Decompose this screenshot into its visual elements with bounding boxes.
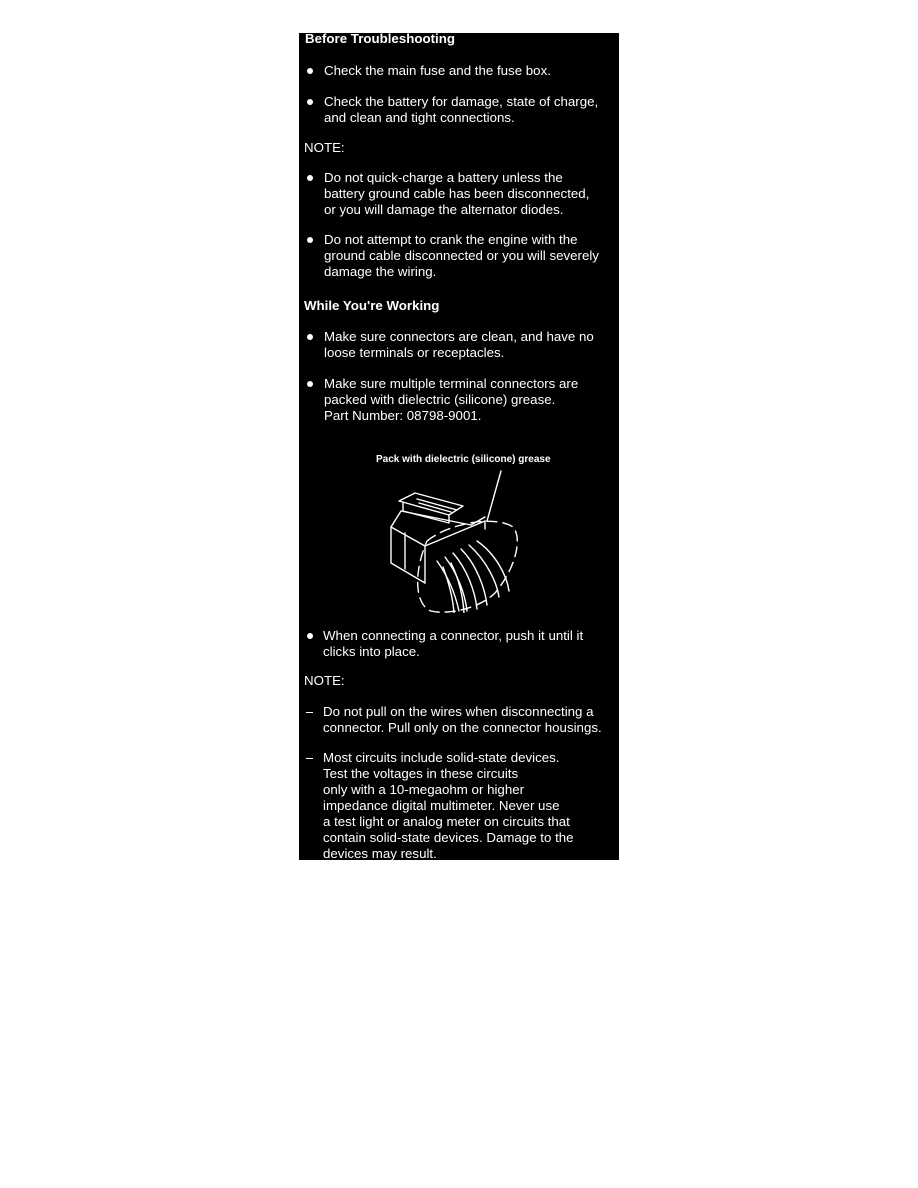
note-label-2: NOTE: (304, 673, 345, 688)
line: When connecting a connector, push it until it (323, 628, 584, 643)
before-item-2 (324, 94, 598, 126)
line: Do not pull on the wires when disconnecting a (323, 704, 594, 719)
note1-item-2 (324, 232, 599, 280)
line: packed with dielectric (silicone) grease. (324, 392, 556, 407)
after-item-1 (323, 628, 583, 660)
while-working-heading: While You're Working (304, 298, 440, 313)
bullet-icon (307, 334, 313, 340)
bullet-icon (307, 175, 313, 181)
bullet-icon (307, 99, 313, 105)
connector-icon (299, 443, 619, 613)
dash-icon (306, 758, 313, 759)
line: or you will damage the alternator diodes. (324, 202, 564, 217)
before-item-1 (324, 63, 551, 79)
note2-item-1 (323, 704, 602, 736)
line: Make sure multiple terminal connectors are (324, 376, 579, 391)
dash-icon (306, 712, 313, 713)
line: a test light or analog meter on circuits that (323, 814, 570, 829)
line: and clean and tight connections. (324, 110, 515, 125)
line: Do not quick-charge a battery unless the (324, 170, 563, 185)
note1-item-1 (324, 170, 589, 218)
line: Make sure connectors are clean, and have no (324, 329, 594, 344)
line: impedance digital multimeter. Never use (323, 798, 560, 813)
working-item-1 (324, 329, 594, 361)
bullet-icon (307, 68, 313, 74)
bullet-icon (307, 633, 313, 639)
line: damage the wiring. (324, 264, 437, 279)
line: devices may result. (323, 846, 437, 860)
line: Check the main fuse and the fuse box. (324, 63, 551, 78)
line: clicks into place. (323, 644, 420, 659)
before-troubleshooting-heading: Before Troubleshooting (305, 33, 455, 46)
line: loose terminals or receptacles. (324, 345, 505, 360)
line: Test the voltages in these circuits (323, 766, 519, 781)
line: Do not attempt to crank the engine with the (324, 232, 578, 247)
figure-caption: Pack with dielectric (silicone) grease (376, 454, 551, 465)
line: Part Number: 08798-9001. (324, 408, 482, 423)
working-item-2 (324, 376, 578, 424)
connector-illustration (299, 443, 619, 613)
bullet-icon (307, 237, 313, 243)
line: only with a 10-megaohm or higher (323, 782, 525, 797)
bullet-icon (307, 381, 313, 387)
note-label-1: NOTE: (304, 140, 345, 155)
line: ground cable disconnected or you will severely (324, 248, 599, 263)
note2-item-2 (323, 750, 574, 860)
troubleshooting-panel (299, 33, 619, 860)
line: Most circuits include solid-state devices. (323, 750, 560, 765)
line: battery ground cable has been disconnected, (324, 186, 590, 201)
line: contain solid-state devices. Damage to the (323, 830, 574, 845)
line: connector. Pull only on the connector housings. (323, 720, 602, 735)
line: Check the battery for damage, state of charge, (324, 94, 599, 109)
